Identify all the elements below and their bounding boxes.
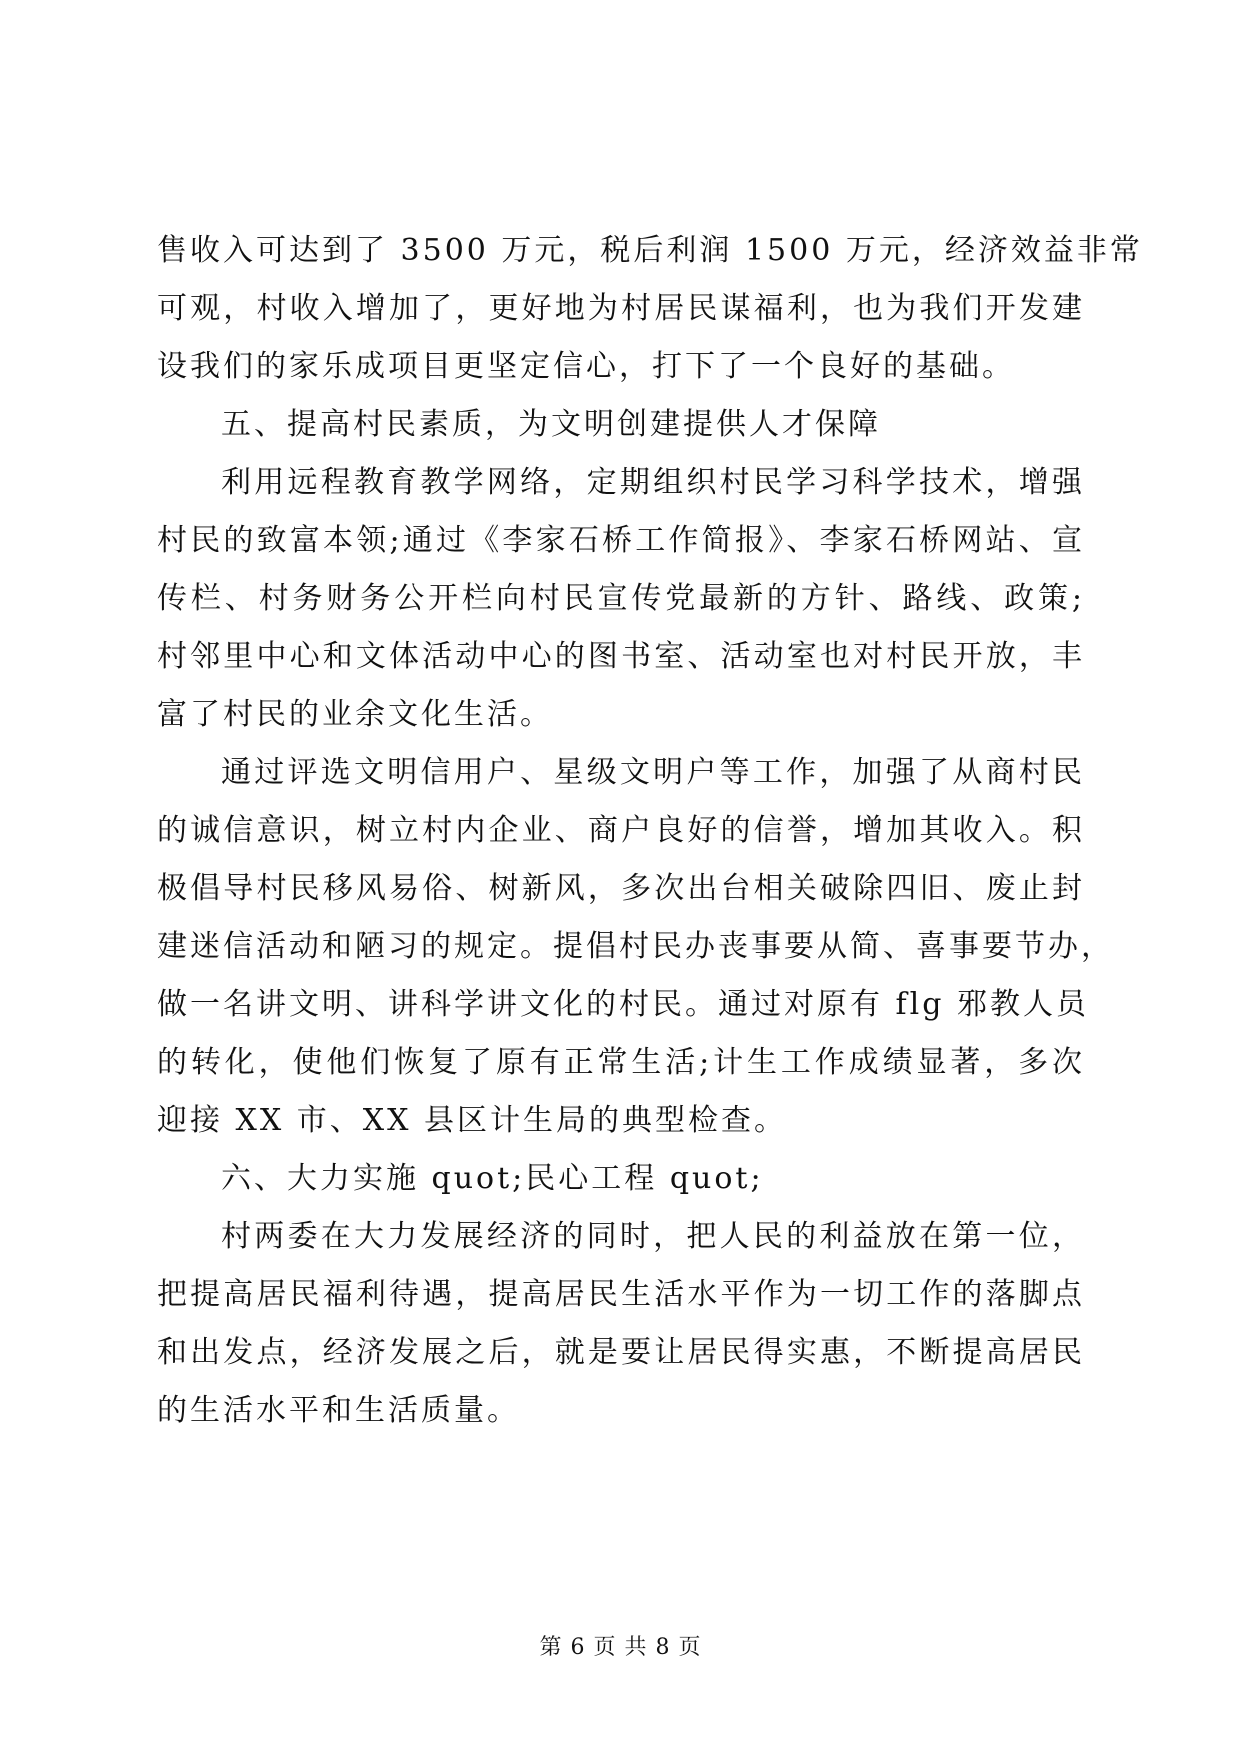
text-line: 村邻里中心和文体活动中心的图书室、活动室也对村民开放，丰: [157, 639, 1085, 674]
text-line: 售收入可达到了 3500 万元，税后利润 1500 万元，经济效益非常: [157, 233, 1143, 268]
section-heading: 六、大力实施 quot;民心工程 quot;: [221, 1161, 764, 1196]
text-line: 的转化，使他们恢复了原有正常生活;计生工作成绩显著，多次: [157, 1045, 1085, 1080]
document-body: [157, 222, 1143, 1440]
text-line: 把提高居民福利待遇，提高居民生活水平作为一切工作的落脚点: [157, 1277, 1085, 1312]
text-line: 建迷信活动和陋习的规定。提倡村民办丧事要从简、喜事要节办，: [157, 929, 1114, 964]
text-line: 做一名讲文明、讲科学讲文化的村民。通过对原有 flg 邪教人员: [157, 987, 1089, 1022]
text-line: 通过评选文明信用户、星级文明户等工作，加强了从商村民: [221, 755, 1085, 790]
text-line: 的诚信意识，树立村内企业、商户良好的信誉，增加其收入。积: [157, 813, 1085, 848]
text-line: 极倡导村民移风易俗、树新风，多次出台相关破除四旧、废止封: [157, 871, 1085, 906]
page-number: 第 6 页 共 8 页: [539, 1635, 702, 1660]
text-line: 村两委在大力发展经济的同时，把人民的利益放在第一位，: [221, 1219, 1085, 1254]
section-heading: 五、提高村民素质，为文明创建提供人才保障: [221, 407, 881, 442]
text-line: 迎接 XX 市、XX 县区计生局的典型检查。: [157, 1103, 788, 1138]
text-line: 村民的致富本领;通过《李家石桥工作简报》、李家石桥网站、宣: [157, 523, 1085, 558]
text-line: 可观，村收入增加了，更好地为村居民谋福利，也为我们开发建: [157, 291, 1085, 326]
text-line: 的生活水平和生活质量。: [157, 1393, 520, 1428]
text-line: 和出发点，经济发展之后，就是要让居民得实惠，不断提高居民: [157, 1335, 1085, 1370]
text-line: 传栏、村务财务公开栏向村民宣传党最新的方针、路线、政策;: [157, 581, 1085, 616]
text-line: 设我们的家乐成项目更坚定信心，打下了一个良好的基础。: [157, 349, 1015, 384]
text-line: 富了村民的业余文化生活。: [157, 697, 553, 732]
text-line: 利用远程教育教学网络，定期组织村民学习科学技术，增强: [221, 465, 1085, 500]
